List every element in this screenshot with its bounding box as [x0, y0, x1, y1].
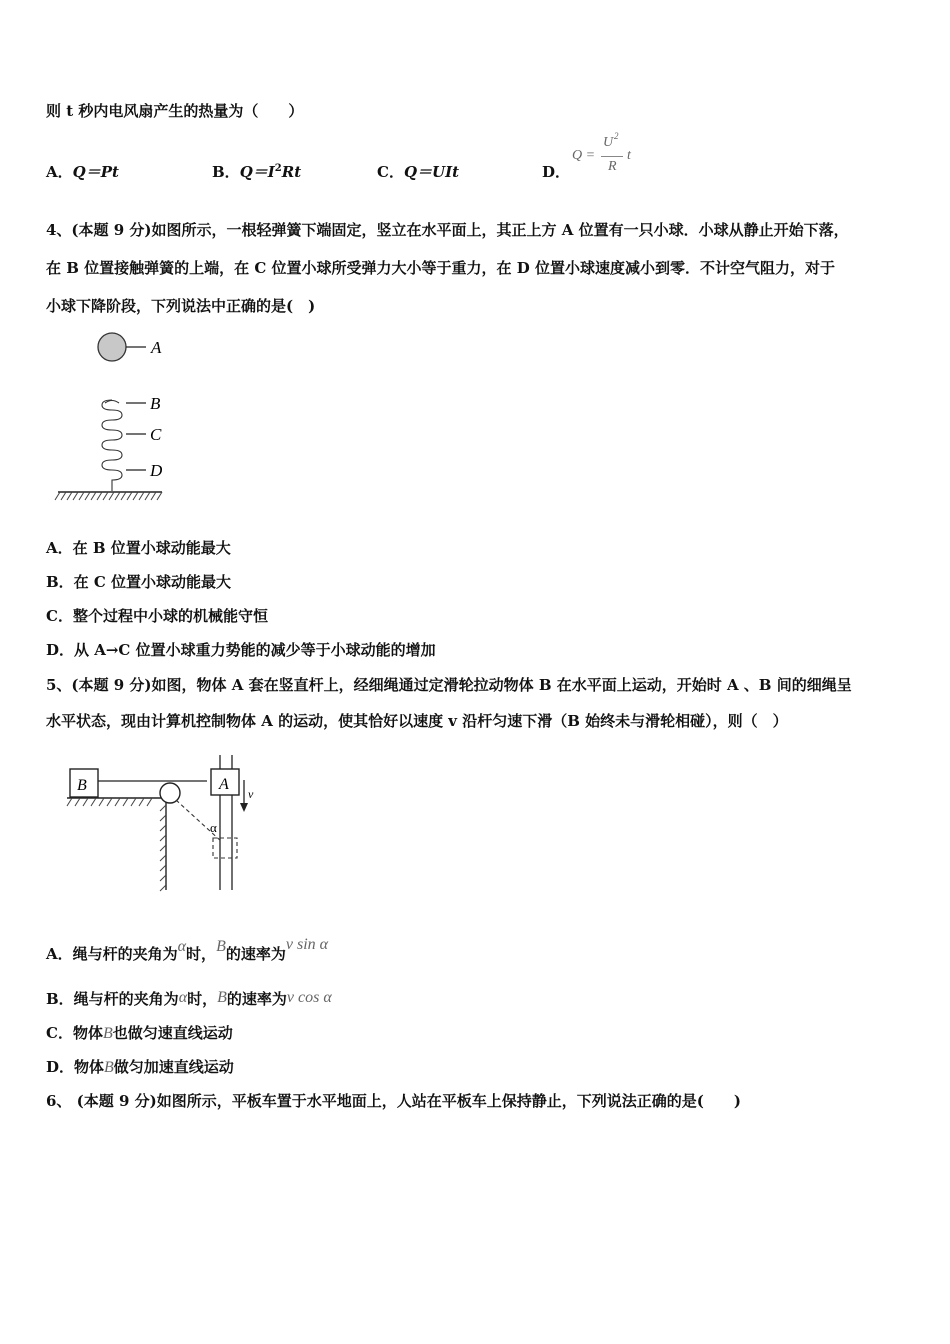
label-d: D [150, 461, 163, 480]
q4-stem-line-3: 小球下降阶段，下列说法中正确的是( ) [46, 297, 316, 315]
block-a-later [213, 838, 237, 858]
q4-option-c: C．整个过程中小球的机械能守恒 [46, 607, 268, 625]
q4-option-b: B．在 C 位置小球动能最大 [46, 573, 232, 591]
q3-option-c: C．Q＝UIt [377, 163, 460, 181]
q5-stem-line-1: 5、(本题 9 分)如图，物体 A 套在竖直杆上，经细绳通过定滑轮拉动物体 B 在水平面上运动，开始时 A 、B 间的细绳呈 [46, 676, 852, 694]
q3-option-d-formula: Q = U 2 R t [572, 131, 631, 174]
q4-option-a: A．在 B 位置小球动能最大 [46, 539, 231, 557]
q4-option-d: D．从 A→C 位置小球重力势能的减少等于小球动能的增加 [46, 641, 436, 659]
q3-option-d: D． [542, 163, 571, 181]
ball [98, 333, 126, 361]
ground-hatching [55, 492, 162, 500]
svg-text:A: A [219, 776, 229, 793]
q6-stem: 6、 (本题 9 分)如图所示，平板车置于水平地面上，人站在平板车上保持静止，下列说法正确的是( ) [46, 1092, 741, 1110]
svg-text:v: v [248, 787, 254, 801]
label-b: B [150, 394, 161, 413]
label-a: A [151, 338, 162, 357]
q4-stem-line-1: 4、(本题 9 分)如图所示，一根轻弹簧下端固定，竖立在水平面上，其正上方 A 位置有一只小球．小球从静止开始下落， [46, 221, 849, 239]
q3-stem: 则 t 秒内电风扇产生的热量为（ ） [46, 102, 304, 120]
svg-text:B: B [77, 777, 87, 794]
q5-stem-line-2: 水平状态，现由计算机控制物体 A 的运动，使其恰好以速度 v 沿杆匀速下滑（B 始终未与滑轮相碰），则（ ） [46, 712, 788, 730]
label-c: C [150, 425, 162, 444]
q5-option-b: B．绳与杆的夹角为α时，B的速率为v cos α [46, 989, 332, 1008]
q5-option-a: A．绳与杆的夹角为α时，B的速率为v sin α [46, 936, 329, 963]
q5-option-c: C．物体B也做匀速直线运动 [46, 1024, 233, 1042]
svg-text:α: α [210, 820, 217, 835]
q4-spring-figure [50, 328, 180, 508]
q4-stem-line-2: 在 B 位置接触弹簧的上端，在 C 位置小球所受弹力大小等于重力，在 D 位置小球速度减小到零．不计空气阻力，对于 [46, 259, 835, 277]
q5-option-d: D．物体B做匀加速直线运动 [46, 1058, 234, 1076]
spring [102, 400, 122, 491]
pulley [160, 783, 180, 803]
q3-option-b: B．$Q=I^2Rt$ [212, 163, 302, 181]
q3-option-a: A．Q＝Pt [46, 163, 119, 181]
q5-pulley-figure [62, 745, 282, 895]
